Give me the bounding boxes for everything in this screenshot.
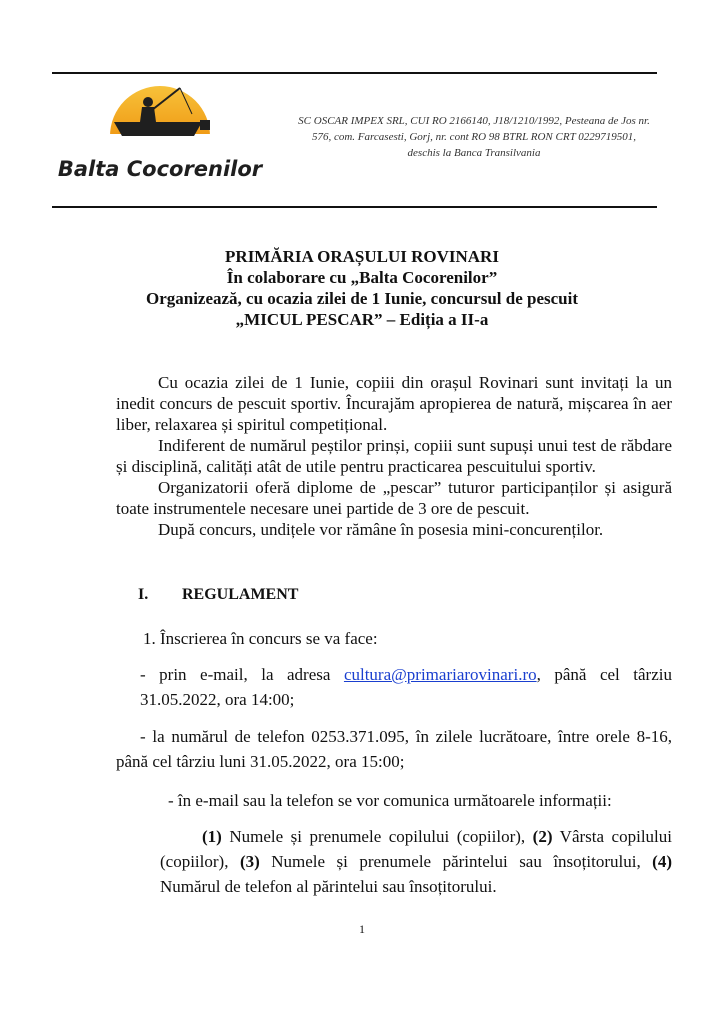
intro-paragraphs xyxy=(116,372,672,540)
intro-paragraph: Indiferent de numărul peștilor prinși, copiii sunt supuși unui test de răbdare și disciplină, calități atât de utile pentru practicarea pescuitului sportiv. xyxy=(116,436,672,476)
company-info-line: 576, com. Farcasesti, Gorj, nr. cont RO 98 BTRL RON CRT 0229719501, xyxy=(311,131,636,143)
rule-item-text: 1. Înscrierea în concurs se va face: xyxy=(143,629,378,648)
page-number: 1 xyxy=(359,922,365,936)
balta-cocorenilor-logo xyxy=(52,80,268,188)
intro-paragraph: Cu ocazia zilei de 1 Iunie, copiii din orașul Rovinari sunt invitați la un inedit concurs de pescuit sportiv. Încurajăm apropierea de natură, mișcarea în aer liber, relaxarea și spiritul competițional. xyxy=(116,373,672,434)
document-title xyxy=(52,246,672,330)
title-line: În colaborare cu „Balta Cocorenilor” xyxy=(226,268,498,287)
logo-text: Balta Cocorenilor xyxy=(57,157,263,181)
rule-email xyxy=(140,662,672,712)
rule-info-intro-text: - în e-mail sau la telefon se vor comunica următoarele informații: xyxy=(168,791,612,810)
header-top-rule xyxy=(52,72,657,74)
section-title: REGULAMENT xyxy=(182,586,299,603)
section-number: I. xyxy=(138,586,149,603)
info-number: (2) xyxy=(532,827,553,846)
rule-email-suffix: , până cel târziu 31.05.2022, ora 14:00; xyxy=(140,665,672,709)
info-text: Numele și prenumele copilului (copiilor), xyxy=(221,827,533,846)
header-bottom-rule xyxy=(52,206,657,208)
info-text: Vârsta copilului (copiilor), xyxy=(160,827,672,871)
company-info-line: deschis la Banca Transilvania xyxy=(407,147,541,159)
intro-paragraph: După concurs, undițele vor rămâne în posesia mini-concurenților. xyxy=(158,520,604,539)
rule-info-list xyxy=(160,824,672,899)
rule-phone-text: - la numărul de telefon 0253.371.095, în zilele lucrătoare, între orele 8-16, până cel târziu luni 31.05.2022, ora 15:00; xyxy=(116,727,672,771)
fisherman-boat-sunset-icon xyxy=(52,80,268,188)
info-number: (4) xyxy=(652,852,672,871)
rule-info-intro xyxy=(168,788,612,813)
title-line: „MICUL PESCAR” – Ediția a II-a xyxy=(235,310,489,329)
rule-phone xyxy=(116,724,672,774)
info-number: (1) xyxy=(202,827,222,846)
info-text: Numărul de telefon al părintelui sau însoțitorului. xyxy=(160,877,497,896)
email-link[interactable]: cultura@primariarovinari.ro xyxy=(343,665,537,684)
rule-item-1 xyxy=(143,626,378,651)
intro-paragraph: Organizatorii oferă diplome de „pescar” tuturor participanților și asigură toate instrumentele necesare unei partide de 3 ore de pescuit. xyxy=(116,478,672,518)
info-number: (3) xyxy=(239,852,260,871)
company-info xyxy=(284,113,664,161)
title-line: Organizează, cu ocazia zilei de 1 Iunie, concursul de pescuit xyxy=(145,289,579,308)
title-line: PRIMĂRIA ORAȘULUI ROVINARI xyxy=(225,247,499,266)
company-info-line: SC OSCAR IMPEX SRL, CUI RO 2166140, J18/1210/1992, Pesteana de Jos nr. xyxy=(298,115,650,127)
rule-email-prefix: - prin e-mail, la adresa xyxy=(140,665,344,684)
info-text: Numele și prenumele părintelui sau însoțitorului, xyxy=(259,852,653,871)
section-heading xyxy=(138,586,298,604)
